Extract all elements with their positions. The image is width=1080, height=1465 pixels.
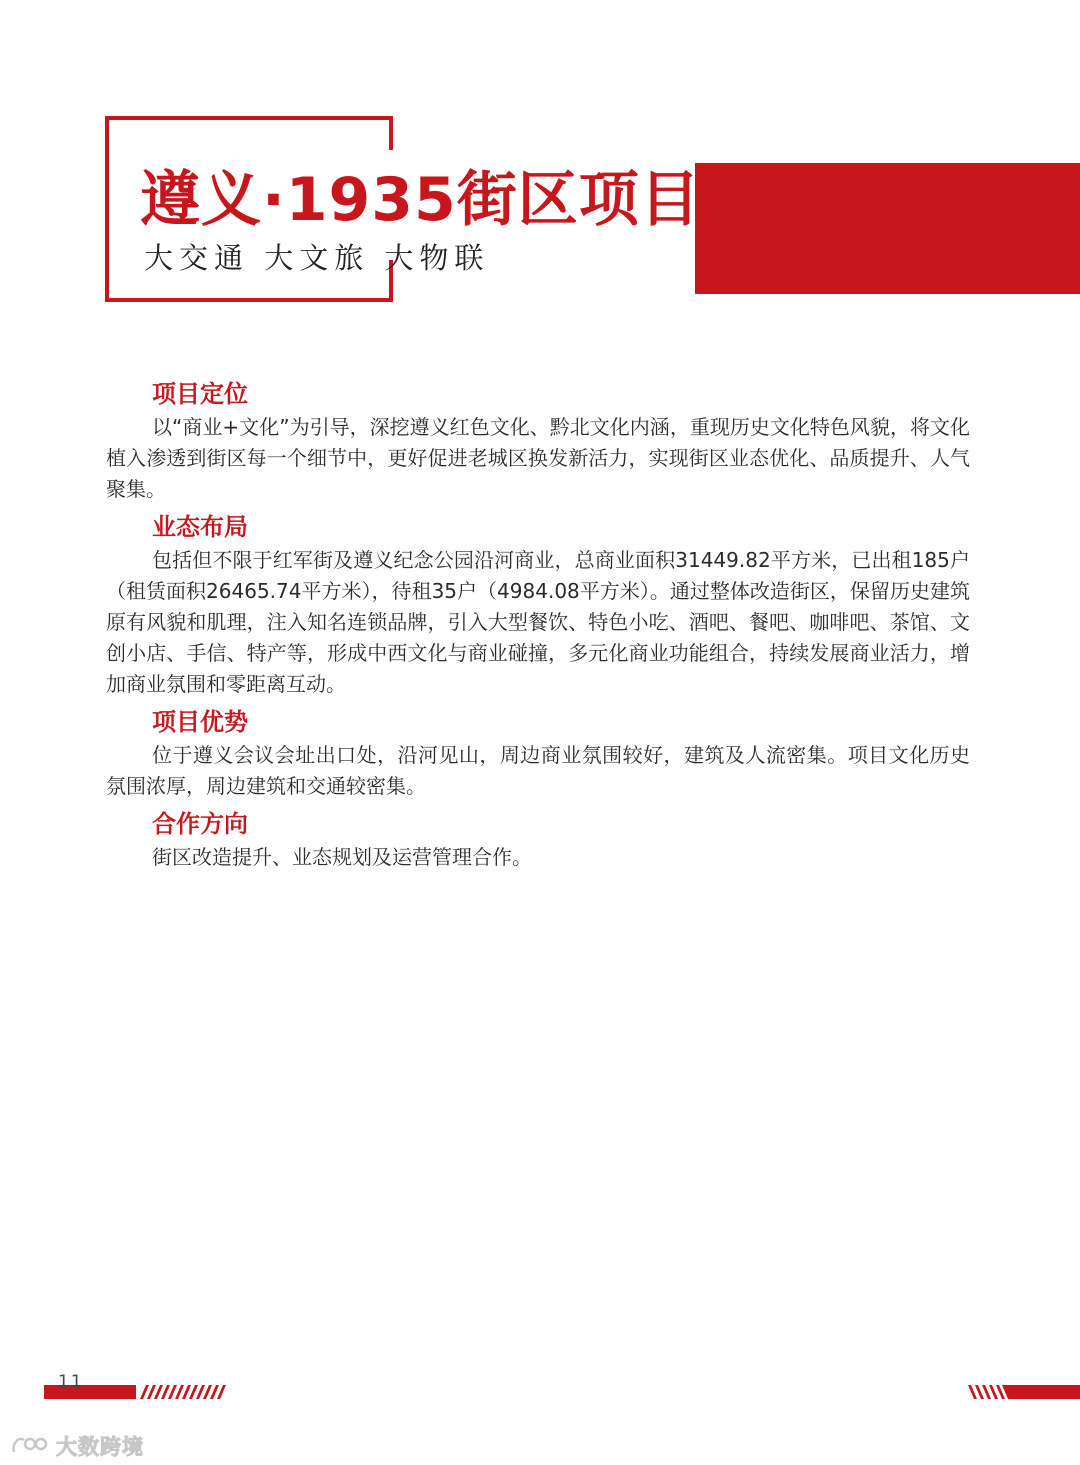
footer-stripe-right	[968, 1385, 1080, 1399]
section-advantages	[106, 704, 970, 802]
watermark	[10, 1430, 144, 1462]
page-title: 遵义·1935街区项目	[140, 165, 701, 235]
section-body: 街区改造提升、业态规划及运营管理合作。	[152, 845, 532, 869]
page-subtitle: 大交通 大文旅 大物联	[144, 241, 490, 275]
section-heading: 业态布局	[152, 513, 248, 541]
page-number: 11	[58, 1372, 84, 1392]
red-banner	[695, 163, 1080, 294]
section-heading: 合作方向	[152, 810, 248, 838]
section-cooperation	[106, 806, 970, 873]
section-positioning	[106, 376, 970, 505]
section-heading: 项目定位	[152, 380, 248, 408]
section-body: 包括但不限于红军街及遵义纪念公园沿河商业，总商业面积31449.82平方米，已出租185户（租赁面积26465.74平方米），待租35户（4984.08平方米）。通过整体改造街区，保留历史建筑原有风貌和肌理，注入知名连锁品牌，引入大型餐饮、特色小吃、酒吧、餐吧、咖啡吧、茶馆、文创小店、手信、特产等，形成中西文化与商业碰撞，多元化商业功能组合，持续发展商业活力，增加商业氛围和零距离互动。	[106, 548, 970, 696]
section-body: 以“商业+文化”为引导，深挖遵义红色文化、黔北文化内涵，重现历史文化特色风貌，将文化植入渗透到街区每一个细节中，更好促进老城区换发新活力，实现街区业态优化、品质提升、人气聚集。	[106, 415, 970, 501]
content-area	[106, 376, 970, 877]
section-heading: 项目优势	[152, 708, 248, 736]
section-body: 位于遵义会议会址出口处，沿河见山，周边商业氛围较好，建筑及人流密集。项目文化历史氛围浓厚，周边建筑和交通较密集。	[106, 743, 970, 798]
section-business-layout	[106, 509, 970, 700]
watermark-text: 大数跨境	[56, 1435, 144, 1459]
brand-logo-icon	[10, 1432, 50, 1460]
